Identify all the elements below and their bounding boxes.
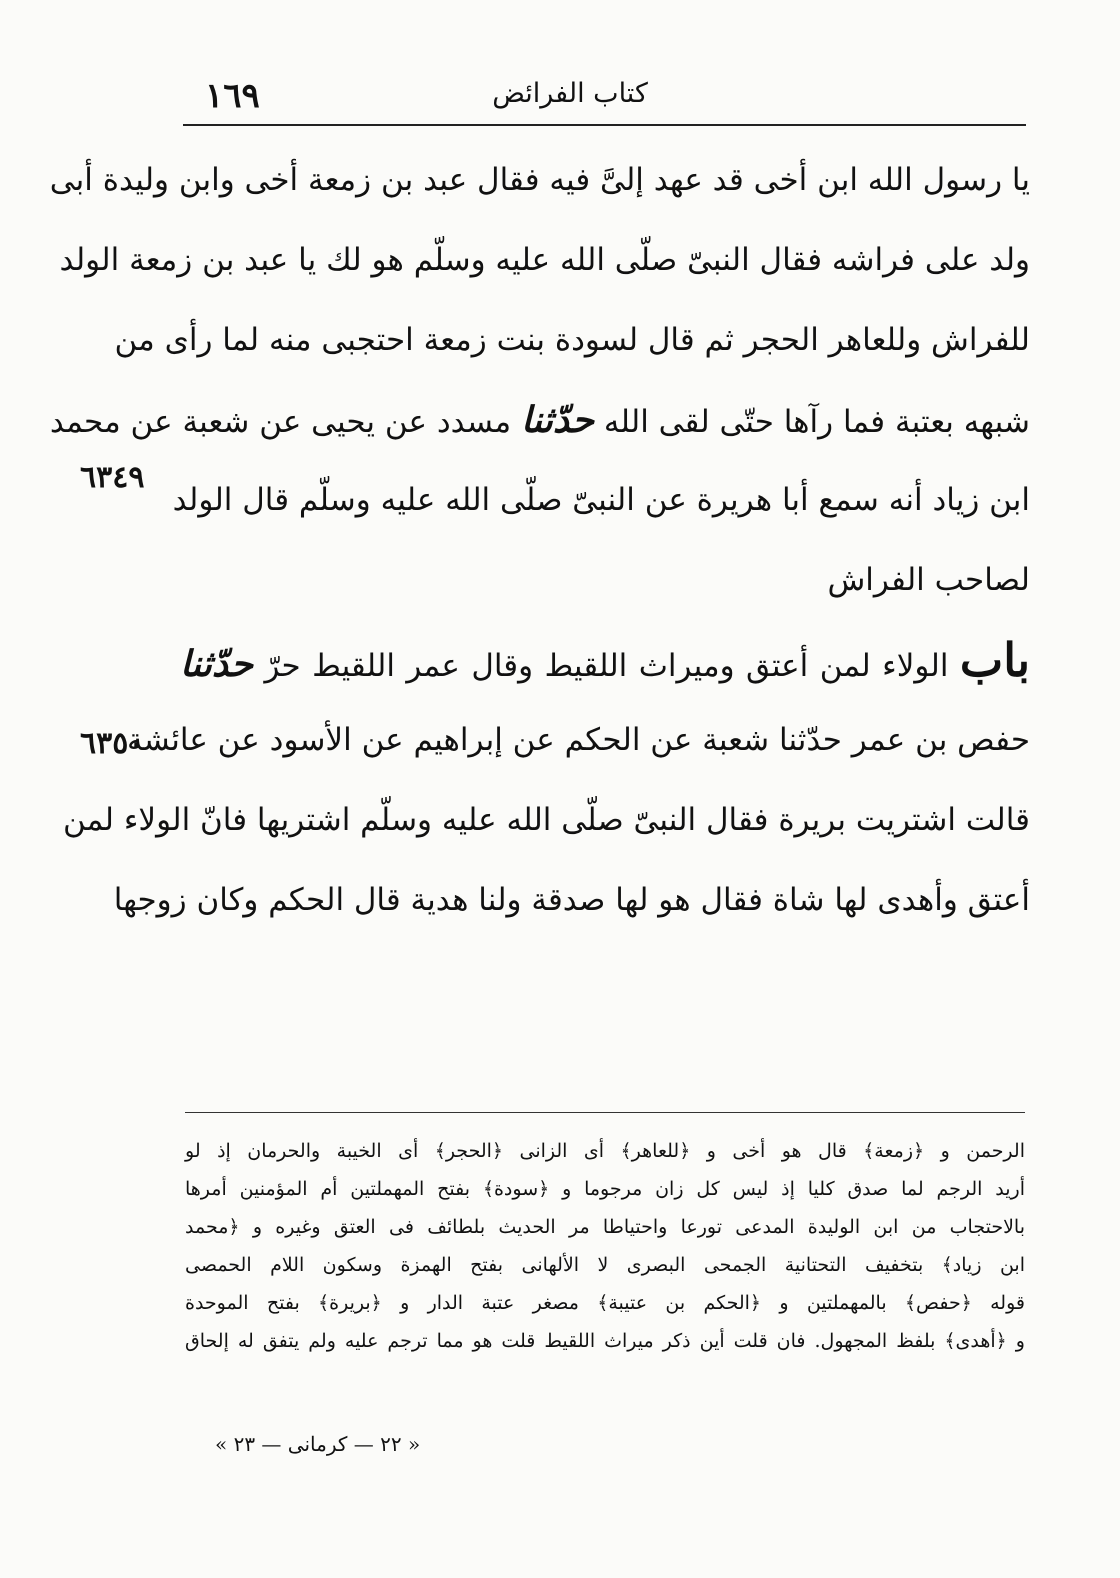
text-line-4 (49, 380, 1030, 460)
text-line-4-head: شبهه بعتبة فما رآها حتّى لقى الله (603, 404, 1030, 440)
text-line-3: للفراش وللعاهر الحجر ثم قال لسودة بنت زمعة احتجبى منه لما رأى من (114, 322, 1030, 358)
haddathana-marker-2: حدّثنا (180, 643, 254, 685)
commentary-line-5: قوله ﴿حفص﴾ بالمهملتين و ﴿الحكم بن عتيبة﴾ مصغر عتبة الدار و ﴿بريرة﴾ بفتح الموحدة (185, 1292, 1025, 1314)
header-rule (183, 124, 1026, 126)
text-line-8: حفص بن عمر حدّثنا شعبة عن الحكم عن إبراهيم عن الأسود عن عائشة (126, 722, 1030, 758)
hadith-number-6350: ٦٣٥٠ (80, 726, 145, 761)
bab-text: الولاء لمن أعتق وميراث اللقيط وقال عمر اللقيط حرّ (264, 648, 949, 684)
text-line-1: يا رسول الله ابن أخى قد عهد إلىَّ فيه فقال عبد بن زمعة أخى وابن وليدة أبى (49, 162, 1030, 198)
text-line-9: قالت اشتريت بريرة فقال النبىّ صلّى الله عليه وسلّم اشتريها فانّ الولاء لمن (63, 802, 1030, 838)
text-line-4-tail: مسدد عن يحيى عن شعبة عن محمد (49, 404, 512, 440)
bab-heading: باب (959, 633, 1031, 687)
commentary-line-4: ابن زياد﴾ بتخفيف التحتانية الجمحى البصرى لا الألهانى بفتح الهمزة وسكون اللام الحمصى (185, 1254, 1025, 1276)
commentary-line-1: الرحمن و ﴿زمعة﴾ قال هو أخى و ﴿للعاهر﴾ أى الزانى ﴿الحجر﴾ أى الخيبة والحرمان إذ لو (185, 1140, 1025, 1162)
text-line-2: ولد على فراشه فقال النبىّ صلّى الله عليه وسلّم هو لك يا عبد بن زمعة الولد (59, 242, 1030, 278)
text-line-10: أعتق وأهدى لها شاة فقال هو لها صدقة ولنا هدية قال الحكم وكان زوجها (113, 882, 1030, 918)
text-line-6: لصاحب الفراش (827, 562, 1030, 598)
commentary (185, 1132, 1025, 1360)
hadith-number-6349: ٦٣٤٩ (80, 460, 145, 495)
text-line-5: ابن زياد أنه سمع أبا هريرة عن النبىّ صلّى الله عليه وسلّم قال الولد (172, 482, 1030, 518)
footnote-rule (185, 1112, 1025, 1113)
chapter-title: كتاب الفرائض (492, 78, 648, 109)
commentary-line-2: أريد الرجم لما صدق كليا إذ ليس كل زان مرجوما و ﴿سودة﴾ بفتح المهملتين أم المؤمنين أمرها (185, 1178, 1025, 1200)
page-number: ١٦٩ (205, 76, 260, 116)
bab-line (180, 620, 1030, 700)
print-signature: « ٢٢ — كرمانى — ٢٣ » (215, 1432, 421, 1456)
haddathana-marker: حدّثنا (521, 399, 595, 441)
commentary-line-6: و ﴿أهدى﴾ بلفظ المجهول. فان قلت أين ذكر ميراث اللقيط قلت هو مما ترجم عليه ولم يتفق له إلحاق (185, 1330, 1025, 1352)
commentary-line-3: بالاحتجاب من ابن الوليدة المدعى تورعا واحتياطا مر الحديث بلطائف فى العتق وغيره و ﴿محمد (185, 1216, 1025, 1238)
